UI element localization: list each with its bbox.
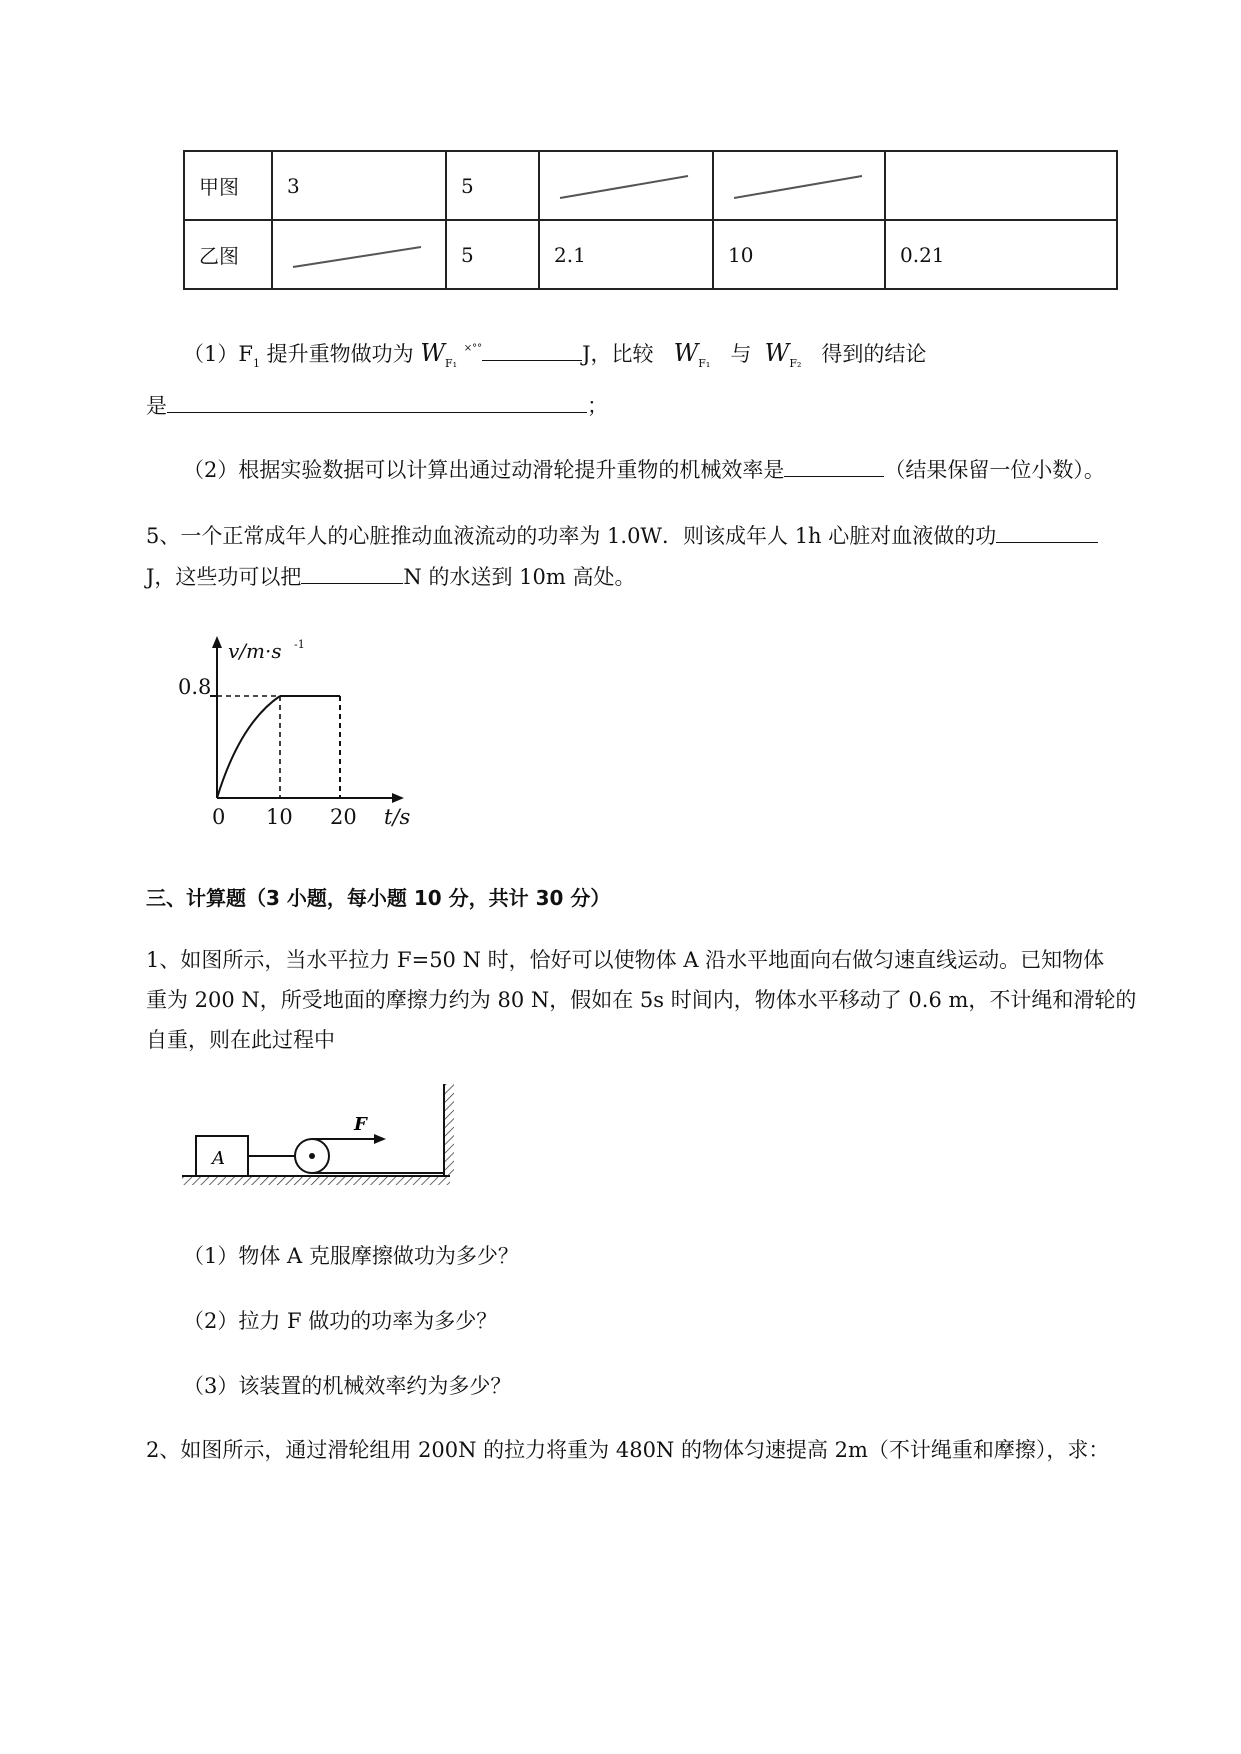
c1-sub3: （3）该装置的机械效率约为多少？ (183, 1374, 512, 1398)
graph-x-tick: 10 (266, 805, 293, 829)
q5-text: 5、一个正常成年人的心脏推动血液流动的功率为 1.0W．则该成年人 1h 心脏对血液做的功 (146, 524, 997, 548)
table-cell: 2.1 (539, 220, 713, 289)
table-cell: 0.21 (885, 220, 1117, 289)
answer-blank (482, 358, 582, 361)
accel-curve (217, 696, 280, 798)
slash-mark (287, 235, 427, 275)
unit-j-compare: J，比较 (582, 342, 654, 366)
c1-line2: 重为 200 N，所受地面的摩擦力约为 80 N，假如在 5s 时间内，物体水平移动了 0.6 m，不计绳和滑轮的 (146, 988, 1137, 1012)
answer-blank (167, 410, 587, 413)
y-axis-arrow (212, 636, 222, 648)
slash-mark (728, 166, 868, 206)
q5-text: J，这些功可以把 (146, 565, 302, 589)
wall-hatch (444, 1084, 454, 1176)
x-axis-arrow (392, 793, 404, 803)
w-symbol: W (673, 339, 699, 367)
c1-line3: 自重，则在此过程中 (146, 1028, 335, 1052)
conclusion-text: 得到的结论 (821, 342, 927, 366)
q4-part2-text: （2）根据实验数据可以计算出通过动滑轮提升重物的机械效率是 (183, 458, 785, 482)
table-cell-slash (713, 151, 885, 220)
pulley-axle (309, 1153, 315, 1159)
graph-y-tick: 0.8 (178, 675, 212, 699)
q4-part2-line (183, 454, 1105, 484)
graph-x-tick: 20 (330, 805, 357, 829)
q4-part2-suffix: （结果保留一位小数）。 (884, 458, 1105, 482)
q4-conclusion-line (146, 390, 608, 420)
table-cell-slash (539, 151, 713, 220)
row-label: 甲图 (184, 151, 272, 220)
stray-marks: ×°° (463, 343, 483, 354)
w-f1-subscript: F₁ (698, 357, 711, 370)
q5-text: N 的水送到 10m 高处。 (403, 565, 636, 589)
graph-xlabel: t/s (384, 805, 411, 829)
w-f2-subscript: F₂ (789, 357, 802, 370)
ground-hatch (182, 1176, 450, 1185)
q5-line2 (146, 561, 635, 591)
answer-blank (301, 581, 403, 584)
section3-title: 三、计算题（3 小题，每小题 10 分，共计 30 分） (146, 886, 611, 910)
answer-blank (996, 540, 1098, 543)
graph-ylabel: v/m·s (228, 639, 282, 663)
table-cell: 5 (446, 220, 539, 289)
row-label: 乙图 (184, 220, 272, 289)
velocity-time-graph (170, 628, 430, 838)
q5-line1 (146, 520, 1098, 550)
slash-mark (554, 166, 694, 206)
c2-line1: 2、如图所示，通过滑轮组用 200N 的拉力将重为 480N 的物体匀速提高 2m（不计绳重和摩擦），求： (146, 1438, 1110, 1462)
q4-part1-prefix: （1）F (183, 342, 253, 366)
and-text: 与 (730, 342, 752, 366)
q4-part1-text: 提升重物做功为 (266, 342, 414, 366)
c1-sub1: （1）物体 A 克服摩擦做功为多少？ (183, 1244, 519, 1268)
table-cell: 3 (272, 151, 446, 220)
force-label: F (354, 1114, 367, 1135)
table-cell: 10 (713, 220, 885, 289)
table-cell: 5 (446, 151, 539, 220)
w-symbol: W (420, 339, 445, 367)
c1-line1: 1、如图所示，当水平拉力 F=50 N 时，恰好可以使物体 A 沿水平地面向右做匀速直线运动。已知物体 (146, 948, 1105, 972)
w-symbol: W (764, 339, 790, 367)
graph-x-tick: 0 (212, 805, 226, 829)
table-cell-slash (272, 220, 446, 289)
c1-sub2: （2）拉力 F 做功的功率为多少？ (183, 1309, 498, 1333)
pulley-figure (178, 1080, 468, 1195)
force-arrow (374, 1134, 386, 1144)
experiment-table (183, 150, 1118, 290)
is-text: 是 (146, 394, 167, 418)
table-cell (885, 151, 1117, 220)
w-f1-subscript: F₁ (444, 357, 458, 370)
table-row (184, 220, 1117, 289)
graph-ylabel-superscript: -1 (294, 638, 305, 651)
semicolon: ； (587, 394, 608, 418)
answer-blank (784, 474, 884, 477)
block-a-label: A (212, 1148, 225, 1169)
q4-part1-line (183, 338, 926, 370)
f1-subscript: 1 (252, 357, 260, 370)
table-row (184, 151, 1117, 220)
